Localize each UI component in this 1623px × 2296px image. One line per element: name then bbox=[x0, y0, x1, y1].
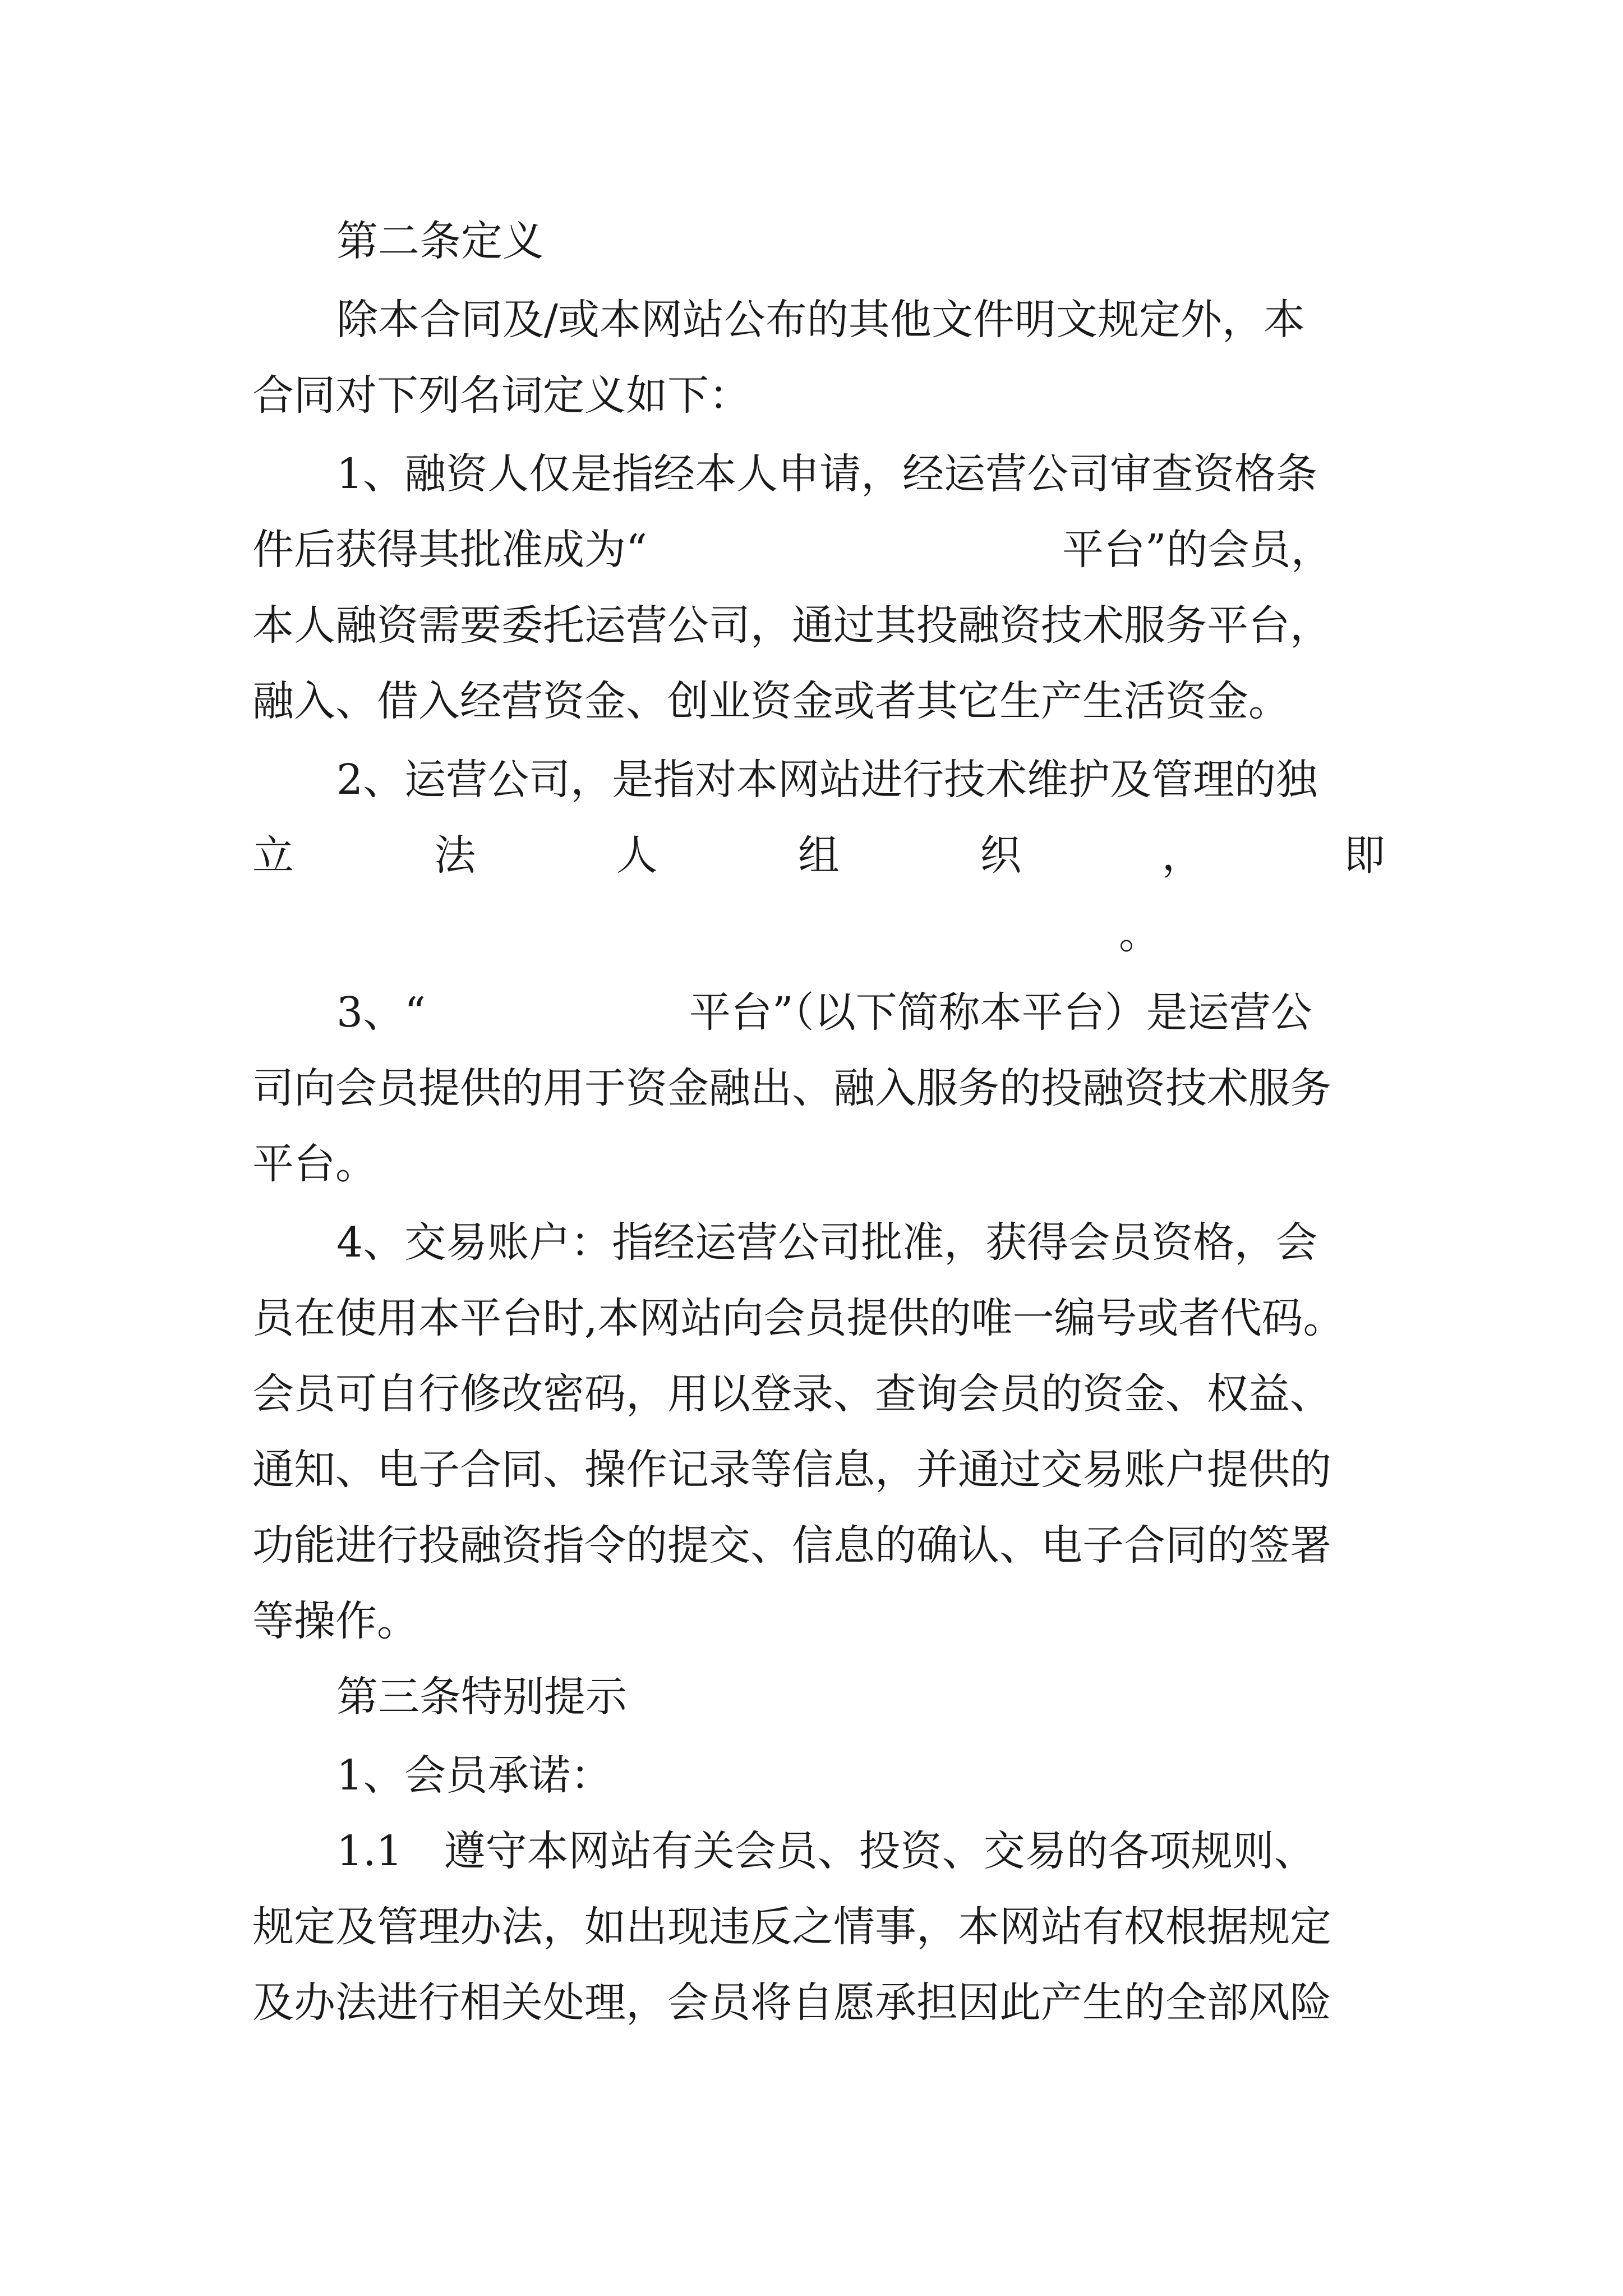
paragraph-line: 4、交易账户：指经运营公司批准，获得会员资格，会 bbox=[336, 1218, 1318, 1267]
paragraph-text: 平台”的会员， bbox=[1062, 526, 1332, 574]
paragraph-line: 员在使用本平台时,本网站向会员提供的唯一编号或者代码。 bbox=[252, 1294, 1345, 1342]
paragraph-char: 立 bbox=[252, 831, 294, 880]
paragraph-char: 即 bbox=[1343, 831, 1385, 880]
paragraph-line: 2、运营公司，是指对本网站进行技术维护及管理的独 bbox=[336, 756, 1318, 804]
paragraph-line bbox=[252, 906, 1385, 962]
paragraph-char: ， bbox=[1161, 831, 1204, 880]
paragraph-line: 融入、借入经营资金、创业资金或者其它生产生活资金。 bbox=[252, 677, 1290, 725]
paragraph-line: 及办法进行相关处理，会员将自愿承担因此产生的全部风险 bbox=[252, 1978, 1331, 2027]
paragraph-line: 1.1 遵守本网站有关会员、投资、交易的各项规则、 bbox=[336, 1827, 1316, 1875]
paragraph-char: 组 bbox=[797, 831, 840, 880]
paragraph-char: 法 bbox=[434, 831, 476, 880]
paragraph-line: 通知、电子合同、操作记录等信息，并通过交易账户提供的 bbox=[252, 1446, 1331, 1494]
article2-heading: 第二条定义 bbox=[336, 217, 544, 265]
paragraph-line: 司向会员提供的用于资金融出、融入服务的投融资技术服务 bbox=[252, 1064, 1331, 1112]
paragraph-line: 1、融资人仅是指经本人申请，经运营公司审查资格条 bbox=[336, 450, 1318, 498]
paragraph-line: 等操作。 bbox=[252, 1597, 418, 1645]
paragraph-line: 1、会员承诺： bbox=[336, 1751, 612, 1800]
paragraph-char: 织 bbox=[980, 831, 1022, 880]
paragraph-text: 。 bbox=[1119, 910, 1160, 958]
paragraph-line-justified bbox=[252, 827, 1385, 884]
paragraph-line bbox=[252, 522, 1385, 578]
paragraph-line: 除本合同及/或本网站公布的其他文件明文规定外，本 bbox=[336, 296, 1305, 344]
article3-heading: 第三条特别提示 bbox=[336, 1673, 627, 1721]
paragraph-text: 3、“ bbox=[336, 988, 426, 1037]
paragraph-text: 件后获得其批准成为“ bbox=[252, 526, 647, 574]
paragraph-line bbox=[336, 984, 1385, 1041]
paragraph-text: 平台”（以下简称本平台）是运营公 bbox=[689, 988, 1312, 1037]
paragraph-line: 规定及管理办法，如出现违反之情事，本网站有权根据规定 bbox=[252, 1903, 1331, 1951]
paragraph-char: 人 bbox=[616, 831, 658, 880]
paragraph-line: 本人融资需要委托运营公司，通过其投融资技术服务平台， bbox=[252, 601, 1331, 650]
paragraph-line: 会员可自行修改密码，用以登录、查询会员的资金、权益、 bbox=[252, 1370, 1331, 1418]
paragraph-line: 平台。 bbox=[252, 1140, 377, 1188]
paragraph-line: 合同对下列名词定义如下： bbox=[252, 371, 750, 420]
paragraph-line: 功能进行投融资指令的提交、信息的确认、电子合同的签署 bbox=[252, 1521, 1331, 1570]
